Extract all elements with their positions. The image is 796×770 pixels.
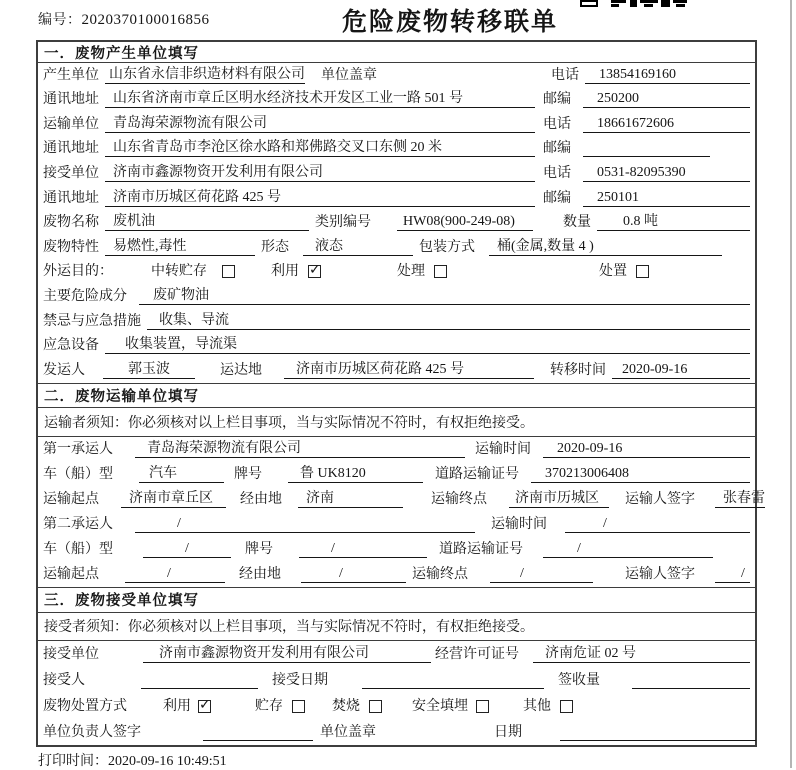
via2-label: 经由地 <box>239 566 281 582</box>
form-label: 形态 <box>261 239 289 255</box>
transport-time2-label: 运输时间 <box>491 516 547 532</box>
hazard-value: 废矿物油 <box>139 284 750 305</box>
zip-value-3: 250101 <box>583 190 750 207</box>
destination-value: 济南市历城区荷花路 425 号 <box>284 358 534 379</box>
transporter-row <box>38 112 755 137</box>
sign2-value: / <box>715 566 750 583</box>
print-time <box>38 750 227 770</box>
transport-time1-value: 2020-09-16 <box>543 441 750 458</box>
accept-unit-value: 济南市鑫源物资开发利用有限公司 <box>143 642 431 663</box>
seal-date-label: 日期 <box>494 724 522 740</box>
zip-label-2: 邮编 <box>543 141 571 157</box>
origin2-label: 运输起点 <box>43 566 99 582</box>
road-permit1-label: 道路运输证号 <box>435 466 519 482</box>
carrier1-value: 青岛海荣源物流有限公司 <box>135 437 465 458</box>
section1-header: 一．废物产生单位填写 <box>38 42 755 63</box>
vehicle1-value: 汽车 <box>139 462 224 483</box>
producer-label: 产生单位 <box>43 67 99 83</box>
transfer-time-value: 2020-09-16 <box>612 362 750 379</box>
road-permit2-label: 道路运输证号 <box>439 541 523 557</box>
address-value-2: 山东省青岛市李沧区徐水路和郑佛路交叉口东侧 20 米 <box>105 136 535 157</box>
purpose-option-label: 中转贮存 <box>151 264 207 280</box>
origin1-label: 运输起点 <box>43 491 99 507</box>
received-amount-value <box>632 674 750 689</box>
producer-row <box>38 63 755 88</box>
accept-person-value <box>141 674 258 689</box>
accept-date-label: 接受日期 <box>272 672 328 688</box>
address-label-3: 通讯地址 <box>43 190 99 206</box>
plate2-value: / <box>299 541 427 558</box>
zip-value-1: 250200 <box>583 91 750 108</box>
checkbox-transfer-storage <box>222 265 235 278</box>
end1-value: 济南市历城区 <box>509 487 609 508</box>
category-label: 类别编号 <box>315 215 371 231</box>
accept-date-value <box>362 674 544 689</box>
accept-person-row <box>38 667 755 693</box>
page-edge-line <box>790 0 792 768</box>
vehicle1-label: 车（船）型 <box>43 466 113 482</box>
waste-name-label: 废物名称 <box>43 215 99 231</box>
route2-row <box>38 562 755 587</box>
shipper-label: 发运人 <box>43 362 85 378</box>
vehicle2-row <box>38 537 755 562</box>
qr-code-fragment <box>580 0 692 8</box>
phone-label-2: 电话 <box>543 116 571 132</box>
disposal-option-label: 焚烧 <box>332 698 360 714</box>
sign1-label: 运输人签字 <box>625 491 695 507</box>
address-label-2: 通讯地址 <box>43 141 99 157</box>
transport-time2-value: / <box>565 516 750 533</box>
responsible-sign-row <box>38 719 755 745</box>
accept-unit-row <box>38 641 755 667</box>
transfer-time-label: 转移时间 <box>550 362 606 378</box>
transfer-form <box>36 40 765 747</box>
packing-label: 包装方式 <box>419 239 475 255</box>
waste-name-row <box>38 211 755 236</box>
vehicle2-value: / <box>143 541 231 558</box>
equipment-label: 应急设备 <box>43 338 99 354</box>
checkbox-utilize-2 <box>198 700 211 713</box>
plate1-value: 鲁 UK8120 <box>288 462 423 483</box>
receiver-value: 济南市鑫源物资开发利用有限公司 <box>105 161 535 182</box>
taboo-label: 禁忌与应急措施 <box>43 313 141 329</box>
transporter-label: 运输单位 <box>43 116 99 132</box>
accept-unit-label: 接受单位 <box>43 646 99 662</box>
carrier2-label: 第二承运人 <box>43 516 113 532</box>
producer-address-row <box>38 88 755 113</box>
responsible-sign-value <box>203 726 313 741</box>
doc-number <box>38 9 210 29</box>
shipper-row <box>38 358 755 383</box>
accept-person-label: 接受人 <box>43 672 85 688</box>
permit-label: 经营许可证号 <box>435 646 519 662</box>
emergency-equipment-row <box>38 334 755 359</box>
receiver-label: 接受单位 <box>43 165 99 181</box>
end1-label: 运输终点 <box>431 491 487 507</box>
shipper-value: 郭玉波 <box>103 358 195 379</box>
road-permit2-value: / <box>543 541 713 558</box>
purpose-label: 外运目的： <box>43 264 113 280</box>
via1-label: 经由地 <box>240 491 282 507</box>
via1-value: 济南 <box>298 487 403 508</box>
phone-label-1: 电话 <box>551 67 579 83</box>
unit-seal-label: 单位盖章 <box>321 67 377 83</box>
phone-value-2: 18661672606 <box>583 116 750 133</box>
road-permit1-value: 370213006408 <box>531 466 750 483</box>
doc-number-label: 编号： <box>38 13 82 28</box>
checkbox-store <box>292 700 305 713</box>
hazard-label: 主要危险成分 <box>43 288 127 304</box>
purpose-option-label: 处理 <box>397 264 425 280</box>
origin2-value: / <box>125 566 225 583</box>
unit-seal-label-2: 单位盖章 <box>320 724 376 740</box>
equipment-value: 收集装置，导流渠 <box>105 333 750 354</box>
transport-purpose-row <box>38 260 755 285</box>
sign2-label: 运输人签字 <box>625 566 695 582</box>
quantity-label: 数量 <box>563 215 591 231</box>
vehicle2-label: 车（船）型 <box>43 541 113 557</box>
vehicle1-row <box>38 462 755 487</box>
hazard-components-row <box>38 284 755 309</box>
zip-label-3: 邮编 <box>543 190 571 206</box>
zip-value-2 <box>583 142 710 157</box>
transport-time1-label: 运输时间 <box>475 441 531 457</box>
carrier2-row <box>38 512 755 537</box>
form-value: 液态 <box>303 235 413 256</box>
producer-value: 山东省永信非织造材料有限公司 <box>105 63 305 84</box>
doc-number-value: 2020370100016856 <box>81 12 210 28</box>
quantity-value: 0.8 吨 <box>597 210 750 231</box>
carrier1-label: 第一承运人 <box>43 441 113 457</box>
phone-value-3: 0531-82095390 <box>583 165 750 182</box>
phone-label-3: 电话 <box>543 165 571 181</box>
section2-notice: 运输者须知：你必须核对以上栏目事项，当与实际情况不符时，有权拒绝接受。 <box>38 408 755 437</box>
plate2-label: 牌号 <box>245 541 273 557</box>
traits-value: 易燃性,毒性 <box>105 235 255 256</box>
zip-label-1: 邮编 <box>543 92 571 108</box>
disposal-option-label: 贮存 <box>255 698 283 714</box>
waste-name-value: 废机油 <box>105 210 309 231</box>
packing-value: 桶(金属,数量 4 ) <box>489 235 722 256</box>
section3-notice: 接受者须知：你必须核对以上栏目事项，当与实际情况不符时，有权拒绝接受。 <box>38 613 755 641</box>
carrier1-row <box>38 437 755 462</box>
end2-value: / <box>490 566 593 583</box>
plate1-label: 牌号 <box>234 466 262 482</box>
received-amount-label: 签收量 <box>558 672 600 688</box>
receiver-address-row <box>38 186 755 211</box>
destination-label: 运达地 <box>220 362 262 378</box>
checkbox-other <box>560 700 573 713</box>
disposal-option-label: 安全填埋 <box>412 698 468 714</box>
purpose-option-label: 利用 <box>271 264 299 280</box>
disposal-label: 废物处置方式 <box>43 698 127 714</box>
route1-row <box>38 487 765 512</box>
transporter-value: 青岛海荣源物流有限公司 <box>105 112 535 133</box>
responsible-sign-label: 单位负责人签字 <box>43 724 141 740</box>
print-time-label: 打印时间： <box>38 754 108 769</box>
permit-value: 济南危证 02 号 <box>533 642 750 663</box>
address-value-3: 济南市历城区荷花路 425 号 <box>105 186 535 207</box>
traits-label: 废物特性 <box>43 239 99 255</box>
disposal-option-label: 其他 <box>523 698 551 714</box>
address-value-1: 山东省济南市章丘区明水经济技术开发区工业一路 501 号 <box>105 87 535 108</box>
checkbox-utilize <box>308 265 321 278</box>
purpose-option-label: 处置 <box>599 264 627 280</box>
disposal-option-label: 利用 <box>163 698 191 714</box>
taboo-value: 收集、导流 <box>147 309 750 330</box>
via2-value: / <box>301 566 406 583</box>
print-time-value: 2020-09-16 10:49:51 <box>108 754 227 769</box>
taboo-measures-row <box>38 309 755 334</box>
sign1-value: 张春雷 <box>715 487 765 508</box>
waste-traits-row <box>38 235 755 260</box>
section2-header: 二．废物运输单位填写 <box>38 383 755 408</box>
checkbox-landfill <box>476 700 489 713</box>
disposal-method-row <box>38 693 755 719</box>
transporter-address-row <box>38 137 755 162</box>
receiver-row <box>38 161 755 186</box>
origin1-value: 济南市章丘区 <box>121 487 226 508</box>
checkbox-dispose <box>636 265 649 278</box>
address-label-1: 通讯地址 <box>43 92 99 108</box>
section3-header: 三．废物接受单位填写 <box>38 587 755 613</box>
carrier2-value: / <box>135 516 475 533</box>
phone-value-1: 13854169160 <box>585 67 750 84</box>
seal-date-value <box>560 726 756 741</box>
page-title: 危险废物转移联单 <box>341 8 559 36</box>
end2-label: 运输终点 <box>412 566 468 582</box>
category-value: HW08(900-249-08) <box>397 214 533 231</box>
checkbox-treat <box>434 265 447 278</box>
checkbox-incinerate <box>369 700 382 713</box>
